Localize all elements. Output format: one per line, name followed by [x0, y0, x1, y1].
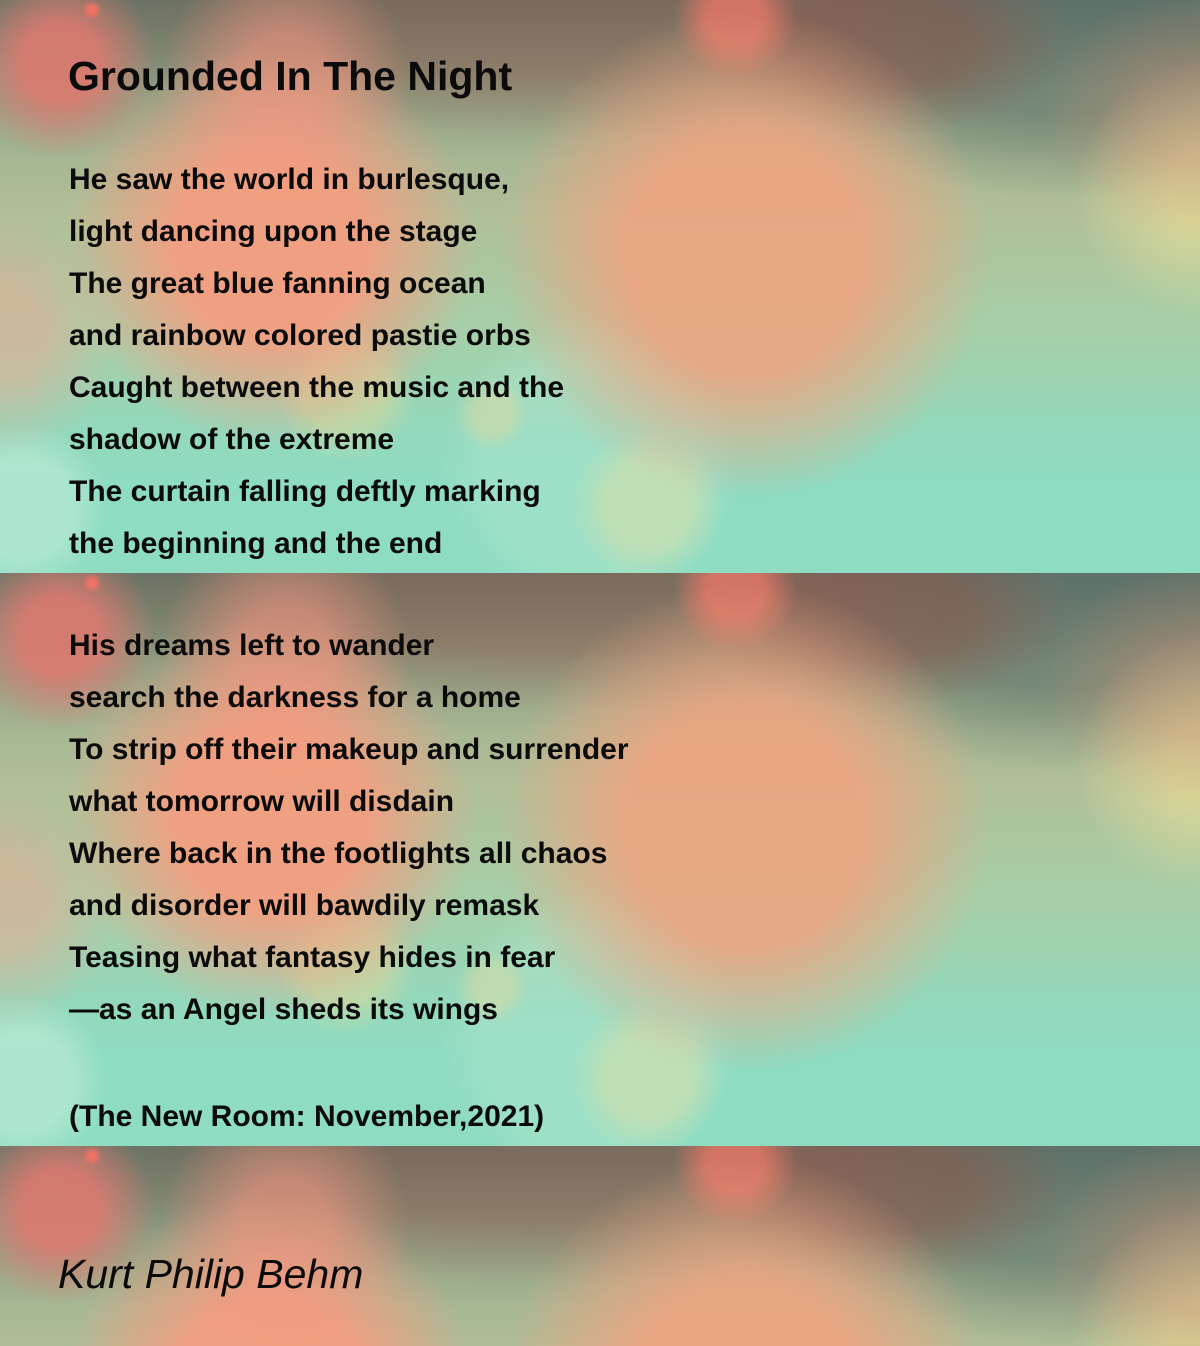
poem-line: Teasing what fantasy hides in fear	[69, 941, 556, 974]
poem-attribution: (The New Room: November,2021)	[69, 1100, 545, 1133]
poem-line: He saw the world in burlesque,	[69, 163, 510, 196]
poem-stanza-2	[69, 620, 629, 1036]
poem-line: the beginning and the end	[69, 527, 443, 560]
poem-line: and disorder will bawdily remask	[69, 889, 540, 922]
poem-line: Where back in the footlights all chaos	[69, 837, 608, 870]
poem-line: —as an Angel sheds its wings	[69, 993, 498, 1026]
poem-line: shadow of the extreme	[69, 423, 395, 456]
poem-line: search the darkness for a home	[69, 681, 521, 714]
poem-author: Kurt Philip Behm	[58, 1251, 364, 1297]
poem-line: To strip off their makeup and surrender	[69, 733, 629, 766]
poem-line: Caught between the music and the	[69, 371, 565, 404]
poem-line: and rainbow colored pastie orbs	[69, 319, 531, 352]
poem-title: Grounded In The Night	[68, 53, 513, 99]
poem-line: His dreams left to wander	[69, 629, 435, 662]
poem-line: The great blue fanning ocean	[69, 267, 486, 300]
poem-line: The curtain falling deftly marking	[69, 475, 541, 508]
poem-line: light dancing upon the stage	[69, 215, 478, 248]
poem-line: what tomorrow will disdain	[69, 785, 455, 818]
poem-stanza-1	[69, 154, 564, 570]
